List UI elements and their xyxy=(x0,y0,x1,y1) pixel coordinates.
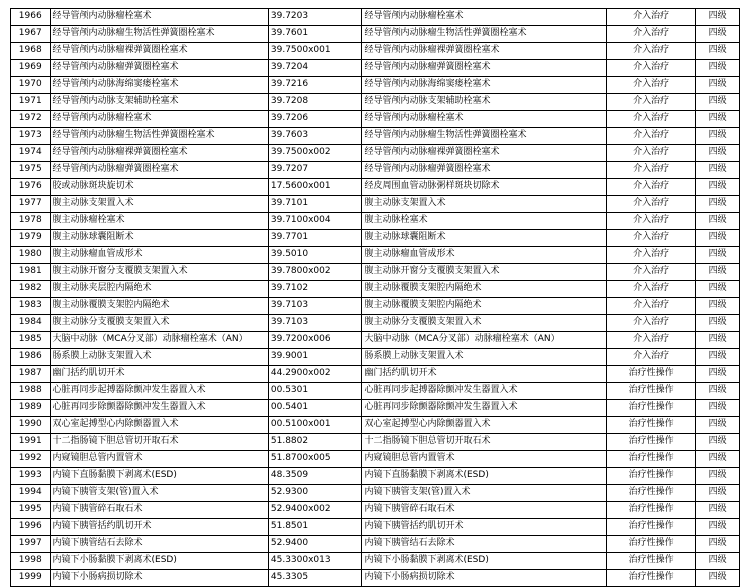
table-row xyxy=(11,519,740,536)
table-row xyxy=(11,553,740,570)
cell-category: 介入治疗 xyxy=(606,77,695,94)
cell-code: 39.7203 xyxy=(268,9,362,26)
cell-seq: 1972 xyxy=(11,111,51,128)
cell-code: 52.9400x002 xyxy=(268,502,362,519)
cell-name-cn: 内镜下胰管结石去除术 xyxy=(50,536,268,553)
cell-level: 四级 xyxy=(696,77,740,94)
cell-name-cn-2: 心脏再同步除颤器除颤冲发生器置入术 xyxy=(362,400,606,417)
cell-code: 39.7102 xyxy=(268,281,362,298)
cell-name-cn-2: 内镜下胰管支架(管)置入术 xyxy=(362,485,606,502)
table-row xyxy=(11,315,740,332)
cell-code: 00.5401 xyxy=(268,400,362,417)
cell-name-cn-2: 腹主动脉覆膜支架腔内隔绝术 xyxy=(362,298,606,315)
cell-seq: 1978 xyxy=(11,213,51,230)
cell-seq: 1975 xyxy=(11,162,51,179)
cell-name-cn-2: 腹主动脉分支覆膜支架置入术 xyxy=(362,315,606,332)
cell-name-cn-2: 心脏再同步起搏器除颤冲发生器置入术 xyxy=(362,383,606,400)
cell-name-cn: 经导管颅内动脉支架辅助栓塞术 xyxy=(50,94,268,111)
cell-name-cn: 腹主动脉分支覆膜支架置入术 xyxy=(50,315,268,332)
cell-name-cn-2: 经导管颅内动脉瘤裸弹簧圈栓塞术 xyxy=(362,43,606,60)
table-row xyxy=(11,179,740,196)
cell-category: 介入治疗 xyxy=(606,332,695,349)
cell-level: 四级 xyxy=(696,281,740,298)
cell-name-cn: 经导管颅内动脉瘤栓塞术 xyxy=(50,9,268,26)
table-row xyxy=(11,162,740,179)
cell-seq: 1974 xyxy=(11,145,51,162)
cell-name-cn-2: 内镜下胰管碎石取石术 xyxy=(362,502,606,519)
cell-seq: 1987 xyxy=(11,366,51,383)
cell-seq: 1967 xyxy=(11,26,51,43)
cell-code: 39.7800x002 xyxy=(268,264,362,281)
cell-code: 51.8700x005 xyxy=(268,451,362,468)
cell-name-cn: 腹主动脉夹层腔内隔绝术 xyxy=(50,281,268,298)
table-row xyxy=(11,417,740,434)
cell-name-cn-2: 经导管颅内动脉瘤裸弹簧圈栓塞术 xyxy=(362,145,606,162)
cell-level: 四级 xyxy=(696,519,740,536)
cell-level: 四级 xyxy=(696,502,740,519)
cell-name-cn: 腹主动脉支架置入术 xyxy=(50,196,268,213)
cell-category: 治疗性操作 xyxy=(606,434,695,451)
cell-category: 治疗性操作 xyxy=(606,536,695,553)
procedure-table xyxy=(10,8,740,587)
cell-category: 介入治疗 xyxy=(606,111,695,128)
cell-level: 四级 xyxy=(696,60,740,77)
cell-seq: 1992 xyxy=(11,451,51,468)
cell-seq: 1966 xyxy=(11,9,51,26)
cell-level: 四级 xyxy=(696,400,740,417)
cell-level: 四级 xyxy=(696,26,740,43)
table-row xyxy=(11,332,740,349)
cell-level: 四级 xyxy=(696,366,740,383)
table-row xyxy=(11,230,740,247)
cell-level: 四级 xyxy=(696,9,740,26)
cell-name-cn-2: 幽门括约肌切开术 xyxy=(362,366,606,383)
cell-name-cn: 胶或动脉斑块旋切术 xyxy=(50,179,268,196)
cell-level: 四级 xyxy=(696,383,740,400)
cell-code: 39.7601 xyxy=(268,26,362,43)
cell-name-cn: 心脏再同步起搏器除颤冲发生器置入术 xyxy=(50,383,268,400)
cell-category: 介入治疗 xyxy=(606,247,695,264)
cell-level: 四级 xyxy=(696,332,740,349)
cell-category: 介入治疗 xyxy=(606,213,695,230)
cell-seq: 1981 xyxy=(11,264,51,281)
cell-category: 治疗性操作 xyxy=(606,553,695,570)
table-row xyxy=(11,145,740,162)
cell-category: 介入治疗 xyxy=(606,298,695,315)
cell-level: 四级 xyxy=(696,315,740,332)
cell-level: 四级 xyxy=(696,264,740,281)
cell-name-cn: 经导管颅内动脉瘤生物活性弹簧圈栓塞术 xyxy=(50,128,268,145)
cell-category: 介入治疗 xyxy=(606,162,695,179)
cell-category: 治疗性操作 xyxy=(606,366,695,383)
cell-level: 四级 xyxy=(696,536,740,553)
cell-name-cn: 腹主动脉覆膜支架腔内隔绝术 xyxy=(50,298,268,315)
cell-name-cn: 内镜下小肠病损切除术 xyxy=(50,570,268,587)
cell-category: 介入治疗 xyxy=(606,281,695,298)
table-row xyxy=(11,111,740,128)
cell-level: 四级 xyxy=(696,196,740,213)
cell-name-cn-2: 经导管颅内动脉瘤生物活性弹簧圈栓塞术 xyxy=(362,26,606,43)
cell-code: 39.7200x006 xyxy=(268,332,362,349)
cell-name-cn-2: 经导管颅内动脉瘤弹簧圈栓塞术 xyxy=(362,60,606,77)
cell-name-cn: 腹主动脉开窗分支覆膜支架置入术 xyxy=(50,264,268,281)
table-row xyxy=(11,349,740,366)
cell-name-cn-2: 腹主动脉瘤血管成形术 xyxy=(362,247,606,264)
cell-name-cn: 经导管颅内动脉瘤弹簧圈栓塞术 xyxy=(50,60,268,77)
table-row xyxy=(11,383,740,400)
cell-code: 39.5010 xyxy=(268,247,362,264)
cell-name-cn-2: 内镜下胰管括约肌切开术 xyxy=(362,519,606,536)
cell-level: 四级 xyxy=(696,145,740,162)
cell-category: 治疗性操作 xyxy=(606,417,695,434)
cell-name-cn-2: 经皮周围血管动脉粥样斑块切除术 xyxy=(362,179,606,196)
table-row xyxy=(11,196,740,213)
table-body xyxy=(11,9,740,587)
cell-code: 39.7100x004 xyxy=(268,213,362,230)
table-row xyxy=(11,264,740,281)
cell-name-cn: 腹主动脉瘤栓塞术 xyxy=(50,213,268,230)
cell-level: 四级 xyxy=(696,94,740,111)
cell-code: 39.7208 xyxy=(268,94,362,111)
table-row xyxy=(11,77,740,94)
cell-name-cn-2: 腹主动脉支架置入术 xyxy=(362,196,606,213)
cell-name-cn-2: 经导管颅内动脉瘤栓塞术 xyxy=(362,111,606,128)
table-row xyxy=(11,9,740,26)
cell-level: 四级 xyxy=(696,179,740,196)
table-row xyxy=(11,94,740,111)
table-row xyxy=(11,400,740,417)
cell-name-cn-2: 双心室起搏型心内除颤器置入术 xyxy=(362,417,606,434)
table-row xyxy=(11,213,740,230)
cell-code: 00.5100x001 xyxy=(268,417,362,434)
cell-code: 39.9001 xyxy=(268,349,362,366)
table-row xyxy=(11,468,740,485)
cell-seq: 1994 xyxy=(11,485,51,502)
cell-level: 四级 xyxy=(696,247,740,264)
cell-name-cn-2: 内镜下小肠病损切除术 xyxy=(362,570,606,587)
cell-level: 四级 xyxy=(696,468,740,485)
cell-seq: 1998 xyxy=(11,553,51,570)
cell-name-cn: 经导管颅内动脉瘤裸弹簧圈栓塞术 xyxy=(50,145,268,162)
cell-category: 治疗性操作 xyxy=(606,468,695,485)
cell-seq: 1995 xyxy=(11,502,51,519)
cell-seq: 1983 xyxy=(11,298,51,315)
cell-name-cn: 内镜下胰管碎石取石术 xyxy=(50,502,268,519)
cell-category: 治疗性操作 xyxy=(606,451,695,468)
cell-category: 介入治疗 xyxy=(606,9,695,26)
cell-code: 39.7216 xyxy=(268,77,362,94)
cell-seq: 1985 xyxy=(11,332,51,349)
cell-code: 52.9300 xyxy=(268,485,362,502)
cell-seq: 1980 xyxy=(11,247,51,264)
cell-code: 39.7701 xyxy=(268,230,362,247)
table-row xyxy=(11,502,740,519)
cell-level: 四级 xyxy=(696,111,740,128)
cell-name-cn-2: 内镜下小肠黏膜下剥离术(ESD) xyxy=(362,553,606,570)
cell-category: 介入治疗 xyxy=(606,264,695,281)
cell-level: 四级 xyxy=(696,298,740,315)
cell-seq: 1984 xyxy=(11,315,51,332)
cell-name-cn-2: 腹主动脉覆膜支架腔内隔绝术 xyxy=(362,281,606,298)
cell-name-cn: 心脏再同步除颤器除颤冲发生器置入术 xyxy=(50,400,268,417)
cell-category: 介入治疗 xyxy=(606,196,695,213)
cell-category: 介入治疗 xyxy=(606,43,695,60)
cell-seq: 1996 xyxy=(11,519,51,536)
cell-name-cn-2: 经导管颅内动脉瘤栓塞术 xyxy=(362,9,606,26)
table-row xyxy=(11,26,740,43)
table-row xyxy=(11,366,740,383)
cell-category: 治疗性操作 xyxy=(606,400,695,417)
table-row xyxy=(11,43,740,60)
cell-name-cn-2: 十二指肠镜下胆总管切开取石术 xyxy=(362,434,606,451)
cell-name-cn-2: 腹主动脉栓塞术 xyxy=(362,213,606,230)
cell-seq: 1993 xyxy=(11,468,51,485)
cell-code: 39.7500x002 xyxy=(268,145,362,162)
cell-seq: 1969 xyxy=(11,60,51,77)
cell-level: 四级 xyxy=(696,230,740,247)
cell-name-cn: 幽门括约肌切开术 xyxy=(50,366,268,383)
cell-seq: 1997 xyxy=(11,536,51,553)
cell-name-cn-2: 内镜下直肠黏膜下剥离术(ESD) xyxy=(362,468,606,485)
cell-code: 45.3300x013 xyxy=(268,553,362,570)
cell-name-cn: 内镜下胰管括约肌切开术 xyxy=(50,519,268,536)
cell-seq: 1971 xyxy=(11,94,51,111)
cell-level: 四级 xyxy=(696,570,740,587)
cell-name-cn: 经导管颅内动脉瘤生物活性弹簧圈栓塞术 xyxy=(50,26,268,43)
cell-name-cn-2: 经导管颅内动脉支架辅助栓塞术 xyxy=(362,94,606,111)
cell-name-cn-2: 肠系膜上动脉支架置入术 xyxy=(362,349,606,366)
cell-seq: 1991 xyxy=(11,434,51,451)
cell-level: 四级 xyxy=(696,43,740,60)
cell-name-cn: 经导管颅内动脉瘤栓塞术 xyxy=(50,111,268,128)
cell-category: 治疗性操作 xyxy=(606,519,695,536)
table-row xyxy=(11,570,740,587)
cell-seq: 1989 xyxy=(11,400,51,417)
cell-level: 四级 xyxy=(696,434,740,451)
cell-seq: 1977 xyxy=(11,196,51,213)
cell-code: 39.7103 xyxy=(268,298,362,315)
cell-code: 44.2900x002 xyxy=(268,366,362,383)
cell-name-cn: 经导管颅内动脉海绵窦瘘栓塞术 xyxy=(50,77,268,94)
table-row xyxy=(11,536,740,553)
cell-name-cn: 内镜下直肠黏膜下剥离术(ESD) xyxy=(50,468,268,485)
cell-category: 治疗性操作 xyxy=(606,485,695,502)
cell-level: 四级 xyxy=(696,162,740,179)
table-row xyxy=(11,298,740,315)
cell-category: 介入治疗 xyxy=(606,230,695,247)
cell-code: 48.3509 xyxy=(268,468,362,485)
cell-category: 介入治疗 xyxy=(606,145,695,162)
cell-name-cn-2: 腹主动脉球囊阻断术 xyxy=(362,230,606,247)
cell-name-cn-2: 内镜下胰管结石去除术 xyxy=(362,536,606,553)
cell-name-cn-2: 腹主动脉开窗分支覆膜支架置入术 xyxy=(362,264,606,281)
cell-category: 介入治疗 xyxy=(606,94,695,111)
cell-name-cn: 十二指肠镜下胆总管切开取石术 xyxy=(50,434,268,451)
cell-category: 治疗性操作 xyxy=(606,570,695,587)
cell-name-cn: 腹主动脉球囊阻断术 xyxy=(50,230,268,247)
cell-seq: 1982 xyxy=(11,281,51,298)
cell-level: 四级 xyxy=(696,349,740,366)
cell-name-cn: 腹主动脉瘤血管成形术 xyxy=(50,247,268,264)
cell-category: 介入治疗 xyxy=(606,26,695,43)
cell-level: 四级 xyxy=(696,417,740,434)
cell-code: 52.9400 xyxy=(268,536,362,553)
cell-code: 51.8501 xyxy=(268,519,362,536)
cell-category: 介入治疗 xyxy=(606,349,695,366)
cell-category: 介入治疗 xyxy=(606,315,695,332)
cell-seq: 1968 xyxy=(11,43,51,60)
cell-level: 四级 xyxy=(696,553,740,570)
table-row xyxy=(11,60,740,77)
table-row xyxy=(11,128,740,145)
table-row xyxy=(11,247,740,264)
cell-code: 39.7204 xyxy=(268,60,362,77)
cell-name-cn: 内窥镜胆总管内置管术 xyxy=(50,451,268,468)
cell-name-cn: 经导管颅内动脉瘤裸弹簧圈栓塞术 xyxy=(50,43,268,60)
cell-seq: 1999 xyxy=(11,570,51,587)
cell-name-cn-2: 经导管颅内动脉瘤弹簧圈栓塞术 xyxy=(362,162,606,179)
cell-category: 介入治疗 xyxy=(606,60,695,77)
cell-code: 39.7103 xyxy=(268,315,362,332)
cell-seq: 1970 xyxy=(11,77,51,94)
cell-category: 治疗性操作 xyxy=(606,502,695,519)
cell-name-cn: 肠系膜上动脉支架置入术 xyxy=(50,349,268,366)
cell-code: 39.7206 xyxy=(268,111,362,128)
cell-code: 17.5600x001 xyxy=(268,179,362,196)
cell-name-cn-2: 内窥镜胆总管内置管术 xyxy=(362,451,606,468)
cell-seq: 1973 xyxy=(11,128,51,145)
cell-level: 四级 xyxy=(696,213,740,230)
cell-name-cn: 内镜下小肠黏膜下剥离术(ESD) xyxy=(50,553,268,570)
cell-code: 51.8802 xyxy=(268,434,362,451)
cell-category: 介入治疗 xyxy=(606,179,695,196)
cell-code: 39.7101 xyxy=(268,196,362,213)
cell-name-cn-2: 大脑中动脉（MCA分叉部）动脉瘤栓塞术（AN） xyxy=(362,332,606,349)
table-row xyxy=(11,434,740,451)
cell-level: 四级 xyxy=(696,128,740,145)
cell-seq: 1976 xyxy=(11,179,51,196)
cell-seq: 1990 xyxy=(11,417,51,434)
cell-level: 四级 xyxy=(696,451,740,468)
cell-name-cn-2: 经导管颅内动脉海绵窦瘘栓塞术 xyxy=(362,77,606,94)
table-row xyxy=(11,485,740,502)
cell-code: 45.3305 xyxy=(268,570,362,587)
cell-code: 39.7207 xyxy=(268,162,362,179)
cell-name-cn-2: 经导管颅内动脉瘤生物活性弹簧圈栓塞术 xyxy=(362,128,606,145)
cell-category: 治疗性操作 xyxy=(606,383,695,400)
table-row xyxy=(11,281,740,298)
cell-name-cn: 大脑中动脉（MCA分叉部）动脉瘤栓塞术（AN） xyxy=(50,332,268,349)
cell-name-cn: 内镜下胰管支架(管)置入术 xyxy=(50,485,268,502)
cell-name-cn: 双心室起搏型心内除颤器置入术 xyxy=(50,417,268,434)
table-row xyxy=(11,451,740,468)
cell-code: 39.7603 xyxy=(268,128,362,145)
cell-code: 00.5301 xyxy=(268,383,362,400)
cell-level: 四级 xyxy=(696,485,740,502)
cell-name-cn: 经导管颅内动脉瘤弹簧圈栓塞术 xyxy=(50,162,268,179)
cell-seq: 1986 xyxy=(11,349,51,366)
cell-code: 39.7500x001 xyxy=(268,43,362,60)
cell-seq: 1979 xyxy=(11,230,51,247)
cell-category: 介入治疗 xyxy=(606,128,695,145)
cell-seq: 1988 xyxy=(11,383,51,400)
